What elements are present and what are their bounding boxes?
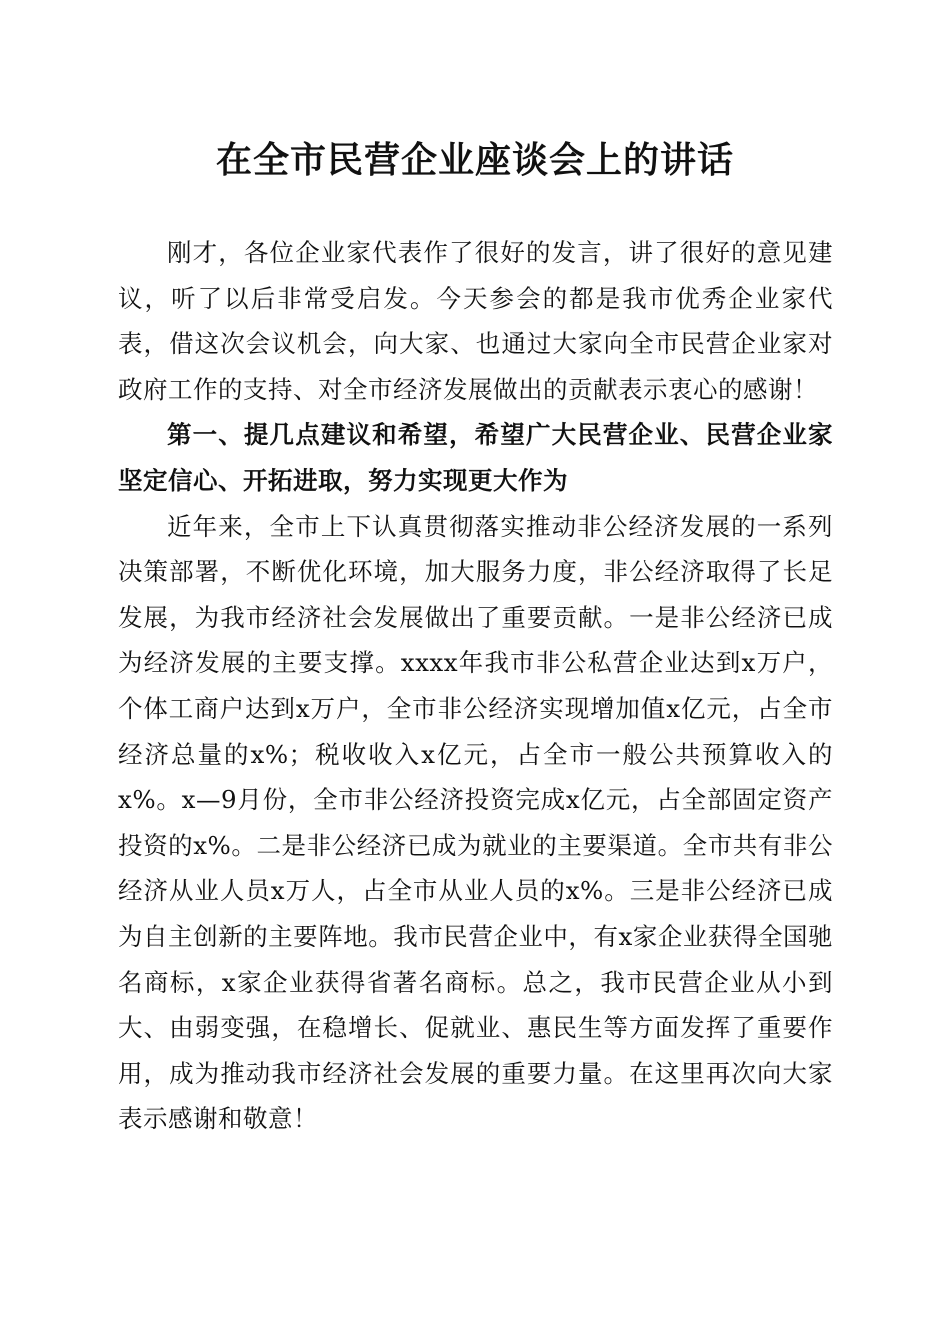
paragraph-body: 近年来，全市上下认真贯彻落实推动非公经济发展的一系列决策部署，不断优化环境，加大服务力度，非公经济取得了长足发展，为我市经济社会发展做出了重要贡献。一是非公经济已成为经济发展的主要支撑。xxxx年我市非公私营企业达到x万户，个体工商户达到x万户，全市非公经济实现增加值x亿元，占全市经济总量的x%；税收收入x亿元，占全市一般公共预算收入的x%。x—9月份，全市非公经济投资完成x亿元，占全部固定资产投资的x%。二是非公经济已成为就业的主要渠道。全市共有非公经济从业人员x万人，占全市从业人员的x%。三是非公经济已成为自主创新的主要阵地。我市民营企业中，有x家企业获得全国驰名商标，x家企业获得省著名商标。总之，我市民营企业从小到大、由弱变强，在稳增长、促就业、惠民生等方面发挥了重要作用，成为推动我市经济社会发展的重要力量。在这里再次向大家表示感谢和敬意！ <box>118 511 833 1134</box>
section-heading: 第一、提几点建议和希望，希望广大民营企业、民营企业家坚定信心、开拓进取，努力实现更大作为 <box>118 420 833 495</box>
document-body <box>118 230 833 1142</box>
document-title: 在全市民营企业座谈会上的讲话 <box>215 139 734 181</box>
paragraph-opening: 刚才，各位企业家代表作了很好的发言，讲了很好的意见建议，听了以后非常受启发。今天参会的都是我市优秀企业家代表，借这次会议机会，向大家、也通过大家向全市民营企业家对政府工作的支持、对全市经济发展做出的贡献表示衷心的感谢！ <box>118 238 833 404</box>
